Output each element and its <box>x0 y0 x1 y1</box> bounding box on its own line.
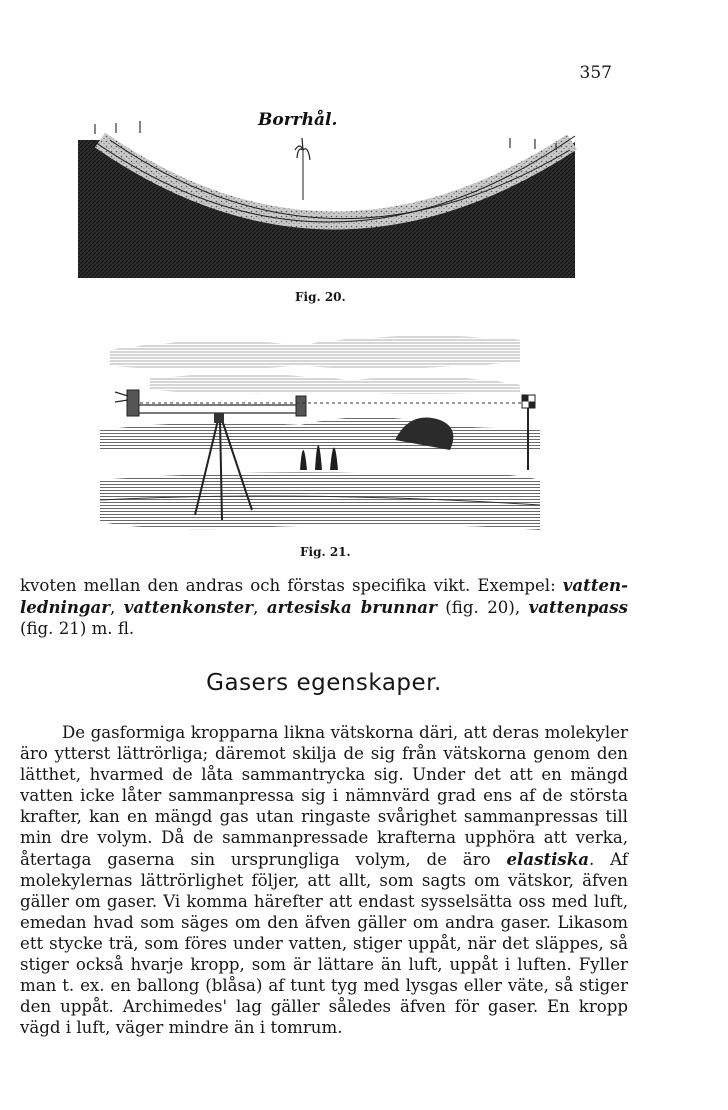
intro-text-3: , <box>253 597 267 617</box>
intro-text-5: (fig. 21) m. fl. <box>20 619 135 639</box>
figure-20-caption: Fig. 20. <box>295 290 346 304</box>
page-number: 357 <box>579 63 612 83</box>
borrhal-label: Borrhål. <box>258 110 338 130</box>
intro-emphasis-2: vattenkonster <box>123 596 254 617</box>
body-text-2: . Af molekylernas lättrörlighet följer, att allt, som sagts om vätskor, äfven gäller om gaser. Vi komma härefter att endast sysselsätta oss med luft, emedan hvad som säges om den äfven gäller om andra gaser. Likasom ett stycke trä, som föres under vatten, stiger uppåt, när det släppes, så stiger också hvarje kropp, som är lättare än luft, uppåt i luften. Fyller man t. ex. en ballong (blåsa) af tunt tyg med lysgas eller väte, så stiger den uppåt. Archimedes' lag gäller således äfven för gaser. En kropp vägd i luft, väger mindre än i tomrum. <box>20 849 628 1038</box>
intro-emphasis-1: vatten-ledningar <box>20 575 628 617</box>
intro-emphasis-3: artesiska brunnar <box>266 596 437 617</box>
intro-text-2: , <box>110 597 124 617</box>
intro-text-4: (fig. 20), <box>436 597 529 617</box>
body-paragraph <box>20 722 628 1038</box>
section-heading: Gasers egenskaper. <box>206 670 442 696</box>
intro-emphasis-4: vattenpass <box>528 596 628 617</box>
body-text-1: De gasformiga kropparna likna vätskorna däri, att deras molekyler äro ytterst lättrörliga; däremot skilja de sig från vätskorna genom den lätthet, hvarmed de låta sammantrycka sig. Under det att en mängd vatten icke låter sammanpressa sig i nämnvärd grad ens af de största krafter, kan en mängd gas utan ringaste svårighet sammanpressas till min dre volym. Då de sammanpressade krafterna upphöra att verka, återtaga gaserna sin ursprungliga volym, de äro <box>20 723 628 869</box>
figure-21-caption: Fig. 21. <box>300 545 351 559</box>
intro-text-1: kvoten mellan den andras och förstas specifika vikt. Exempel: <box>20 576 563 595</box>
body-emphasis-1: elastiska <box>506 848 590 869</box>
intro-paragraph <box>20 575 628 640</box>
